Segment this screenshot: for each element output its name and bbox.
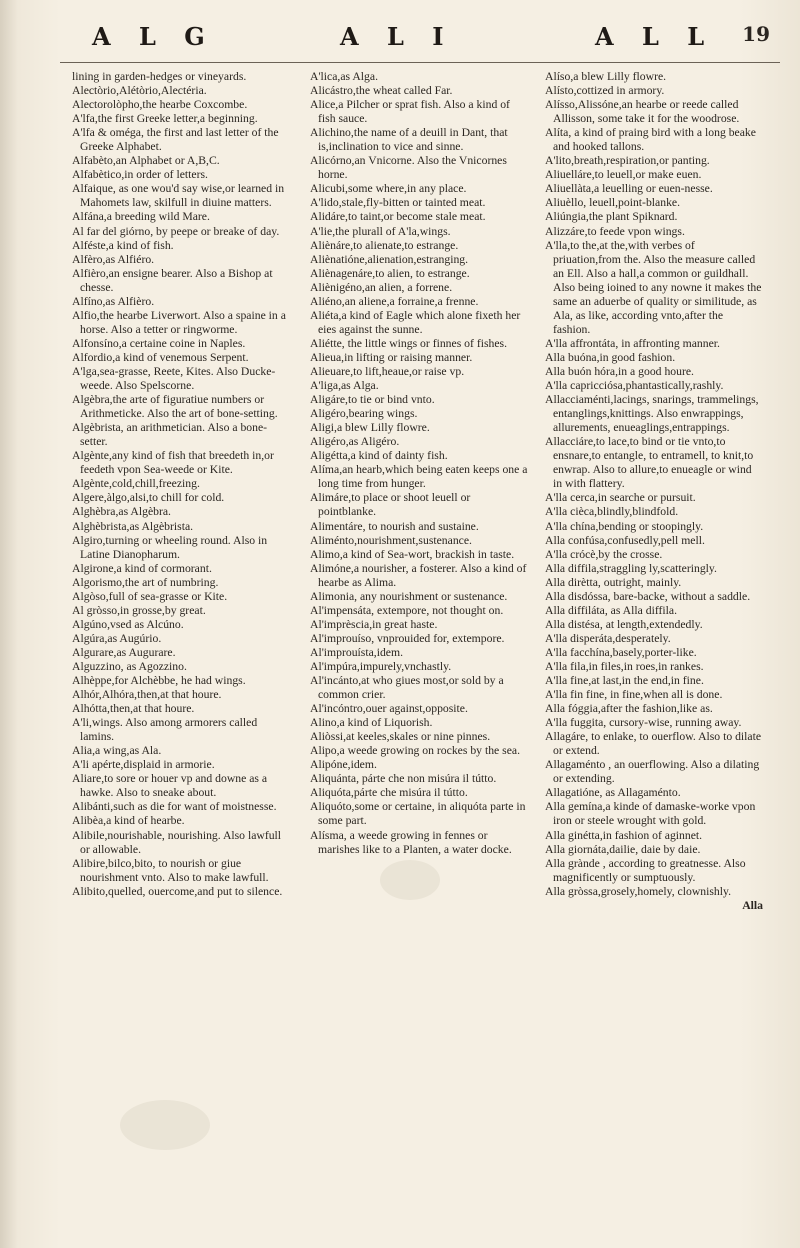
dictionary-entry: Alectorolòpho,the hearbe Coxcombe. [72, 98, 248, 112]
dictionary-entry: A'lla fin fine, in fine,when all is done. [545, 688, 723, 702]
page-number: 19 [742, 22, 770, 46]
dictionary-entry: Alibire,bilco,bito, to nourish or giue nourishment vnto. Also to make lawfull. [72, 856, 269, 884]
dictionary-entry: Alichino,the name of a deuill in Dant, that is,inclination to vice and sinne. [310, 126, 508, 154]
dictionary-entry: Algiro,turning or wheeling round. Also in Latine Dianopharum. [72, 533, 268, 561]
dictionary-entry: Aligéro,bearing wings. [310, 407, 418, 421]
dictionary-entry: Aliéno,an aliene,a forraine,a frenne. [310, 294, 479, 308]
dictionary-entry: Algurare,as Augurare. [72, 645, 176, 659]
dictionary-entry: A'lla disperáta,desperately. [545, 631, 671, 645]
dictionary-entry: Algèbra,the arte of figuratiue numbers or Arithmeticke. Also the art of bone-setting. [72, 393, 278, 421]
dictionary-entry: Alhór,Alhóra,then,at that houre. [72, 688, 222, 702]
dictionary-entry: A'lfa,the first Greeke letter,a beginning. [72, 112, 258, 126]
dictionary-entry: Alíma,an hearb,which being eaten keeps one a long time from hunger. [310, 463, 528, 491]
dictionary-entry: Algere,àlgo,alsi,to chill for cold. [72, 491, 225, 505]
dictionary-entry: Alísso,Alissóne,an hearbe or reede called Allisson, some take it for the woodrose. [545, 98, 740, 126]
header-right-word: A L L [595, 22, 715, 51]
dictionary-entry: Alia,a wing,as Ala. [72, 744, 162, 758]
dictionary-entry: Al'impúra,impurely,vnchastly. [310, 659, 452, 673]
dictionary-entry: A'lla cerca,in searche or pursuit. [545, 491, 696, 505]
dictionary-entry: Alimentáre, to nourish and sustaine. [310, 519, 479, 533]
dictionary-entry: Alibèa,a kind of hearbe. [72, 814, 185, 828]
dictionary-entry: Alla buóna,in good fashion. [545, 350, 676, 364]
dictionary-entry: Alidáre,to taint,or become stale meat. [310, 210, 486, 224]
dictionary-entry: Alibile,nourishable, nourishing. Also lawfull or allowable. [72, 828, 282, 856]
dictionary-entry: Aliquánta, párte che non misúra il tútto. [310, 772, 497, 786]
dictionary-entry: Aligi,a blew Lilly flowre. [310, 421, 430, 435]
dictionary-entry: Aligéro,as Aligéro. [310, 435, 400, 449]
dictionary-entry: A'lito,breath,respiration,or panting. [545, 154, 710, 168]
dictionary-entry: Alice,a Pilcher or sprat fish. Also a kind of fish sauce. [310, 98, 510, 126]
dictionary-entry: Aliúngia,the plant Spiknard. [545, 210, 678, 224]
dictionary-entry: A'li,wings. Also among armorers called lamins. [72, 716, 258, 744]
dictionary-entry: Alla giornáta,dailie, daie by daie. [545, 842, 701, 856]
dictionary-entry: Alíso,a blew Lilly flowre. [545, 70, 667, 83]
dictionary-entry: Alfíno,as Alfièro. [72, 294, 155, 308]
dictionary-entry: Alfordio,a kind of venemous Serpent. [72, 350, 249, 364]
dictionary-entry: Alla confúsa,confusedly,pell mell. [545, 533, 705, 547]
dictionary-entry: A'lido,stale,fly-bitten or tainted meat. [310, 196, 486, 210]
dictionary-entry: A'lla cièca,blindly,blindfold. [545, 505, 679, 519]
dictionary-entry: Alfabèto,an Alphabet or A,B,C. [72, 154, 220, 168]
dictionary-entry: A'lla chína,bending or stoopingly. [545, 519, 704, 533]
dictionary-entry: Aliuellàta,a leuelling or euen-nesse. [545, 182, 713, 196]
dictionary-entry: Alísma, a weede growing in fennes or marishes like to a Planten, a water docke. [310, 828, 512, 856]
dictionary-entry: Alfána,a breeding wild Mare. [72, 210, 210, 224]
column-left [72, 70, 290, 899]
dictionary-entry: A'lla facchína,basely,porter-like. [545, 645, 697, 659]
dictionary-entry: Allacciáre,to lace,to bind or tie vnto,to ensnare,to entangle, to entramell, to knit,to enwrap. Also to allure,to enueagle or wind in with flattery. [545, 435, 754, 491]
dictionary-entry: Alicástro,the wheat called Far. [310, 84, 453, 98]
dictionary-entry: Alimóne,a nourisher, a fosterer. Also a kind of hearbe as Alima. [310, 561, 527, 589]
dictionary-entry: Al'impensáta, extempore, not thought on. [310, 603, 504, 617]
dictionary-entry: Alfio,the hearbe Liverwort. Also a spaine in a horse. Also a tetter or ringworme. [72, 308, 286, 336]
dictionary-entry: Alla diffiláta, as Alla diffila. [545, 603, 677, 617]
dictionary-entry: Alla grànde , according to greatnesse. Also magnificently or sumptuously. [545, 856, 746, 884]
running-header [60, 8, 770, 68]
dictionary-entry: Aliare,to sore or houer vp and downe as a hawke. Also to sneake about. [72, 772, 268, 800]
header-rule [60, 62, 780, 63]
dictionary-entry: Algúno,vsed as Alcúno. [72, 617, 184, 631]
page-stain [120, 1100, 210, 1150]
dictionary-entry: A'lla crócè,by the crosse. [545, 547, 663, 561]
dictionary-entry: Aliéta,a kind of Eagle which alone fixeth her eies against the sunne. [310, 308, 521, 336]
dictionary-entry: Alla ginétta,in fashion of aginnet. [545, 828, 703, 842]
dictionary-entry: Alla distésa, at length,extendedly. [545, 617, 703, 631]
dictionary-entry: Al'imprèscia,in great haste. [310, 617, 438, 631]
dictionary-entry: Alla disdóssa, bare-backe, without a saddle. [545, 589, 751, 603]
dictionary-entry: A'lla fuggita, cursory-wise, running away. [545, 716, 742, 730]
dictionary-entry: Alguzzino, as Agozzino. [72, 659, 187, 673]
dictionary-entry: Aliènáre,to alienate,to estrange. [310, 238, 459, 252]
dictionary-entry: Aliquóto,some or certaine, in aliquóta parte in some part. [310, 800, 526, 828]
dictionary-entry: Alimáre,to place or shoot leuell or pointblanke. [310, 491, 471, 519]
dictionary-entry: Alibito,quelled, ouercome,and put to silence. [72, 884, 283, 898]
dictionary-entry: Algúra,as Augúrio. [72, 631, 162, 645]
dictionary-entry: Al far del giórno, by peepe or breake of day. [72, 224, 280, 238]
catchword: Alla [742, 898, 763, 912]
dictionary-entry: Allagáre, to enlake, to ouerflow. Also to dilate or extend. [545, 730, 762, 758]
header-center-word: A L I [340, 22, 454, 51]
dictionary-entry: Alicórno,an Vnicorne. Also the Vnicornes horne. [310, 154, 507, 182]
dictionary-entry: Alla buón hóra,in a good houre. [545, 364, 694, 378]
dictionary-entry: Algèbrista, an arithmetician. Also a bone-setter. [72, 421, 268, 449]
dictionary-entry: A'lga,sea-grasse, Reete, Kites. Also Ducke-weede. Also Spelscorne. [72, 364, 276, 393]
dictionary-entry: A'liga,as Alga. [310, 379, 379, 393]
header-left-word: A L G [92, 22, 215, 51]
dictionary-entry: A'lla,to the,at the,with verbes of priuation,from the. Also the measure called an Ell. Also a hall,a common or guildhall. Also being ioined to any nowne it makes the same an aduerbe of quality or similitude, as Ala, as like, according vnto,after the fashion. [545, 238, 762, 336]
dictionary-entry: Aliuèllo, leuell,point-blanke. [545, 196, 681, 210]
dictionary-entry: Alla dirètta, outright, mainly. [545, 575, 682, 589]
dictionary-entry: Alféste,a kind of fish. [72, 238, 174, 252]
dictionary-entry: Alizzáre,to feede vpon wings. [545, 224, 685, 238]
dictionary-entry: Alla fóggia,after the fashion,like as. [545, 702, 713, 716]
column-middle [310, 70, 528, 857]
dictionary-entry: Aligétta,a kind of dainty fish. [310, 449, 448, 463]
dictionary-entry: Al'improuísta,idem. [310, 645, 403, 659]
dictionary-entry: Alhèppe,for Alchèbbe, he had wings. [72, 674, 246, 688]
dictionary-entry: Alghèbra,as Algèbra. [72, 505, 171, 519]
dictionary-entry: Algirone,a kind of cormorant. [72, 561, 212, 575]
dictionary-entry: Alicubi,some where,in any place. [310, 182, 467, 196]
dictionary-entry: Alla gemína,a kinde of damaske-worke vpon iron or steele wrought with gold. [545, 800, 756, 828]
dictionary-entry: Aliquóta,párte che misúra il tútto. [310, 786, 468, 800]
dictionary-entry: A'lla fila,in files,in roes,in rankes. [545, 659, 704, 673]
dictionary-entry: A'li apérte,displaid in armorie. [72, 758, 215, 772]
dictionary-entry: Aliuelláre,to leuell,or make euen. [545, 168, 702, 182]
column-right [545, 70, 763, 913]
dictionary-entry: Alla diffila,straggling ly,scatteringly. [545, 561, 717, 575]
dictionary-entry: Alino,a kind of Liquorish. [310, 716, 433, 730]
dictionary-entry: Alipóne,idem. [310, 758, 377, 772]
dictionary-entry: Alíta, a kind of praing bird with a long beake and hooked tallons. [545, 126, 756, 154]
dictionary-entry: Alfaique, as one wou'd say wise,or learned in Mahomets law, skilfull in diuine matters. [72, 182, 285, 210]
dictionary-entry: Alfèro,as Alfiéro. [72, 252, 155, 266]
dictionary-entry: Alectòrio,Alétòrio,Alectéria. [72, 84, 207, 98]
dictionary-entry: Allacciaménti,lacings, snarings, trammelings, entanglings,knittings. Also enwrappings, allurements, enueaglings,entrappings. [545, 393, 759, 435]
dictionary-entry: Alfabètico,in order of letters. [72, 168, 208, 182]
dictionary-entry: A'lla affrontáta, in affronting manner. [545, 336, 720, 350]
dictionary-entry: Alipo,a weede growing on rockes by the sea. [310, 744, 520, 758]
dictionary-entry: A'lla capricciósa,phantastically,rashly. [545, 379, 724, 393]
dictionary-entry: Algorismo,the art of numbring. [72, 575, 219, 589]
dictionary-entry: Al'incóntro,ouer against,opposite. [310, 702, 468, 716]
dictionary-entry: Al'incánto,at who giues most,or sold by a common crier. [310, 674, 504, 702]
dictionary-entry: A'lica,as Alga. [310, 70, 378, 83]
dictionary-entry: Allagatióne, as Allagaménto. [545, 786, 681, 800]
dictionary-entry: A'lfa & oméga, the first and last letter of the Greeke Alphabet. [72, 126, 279, 154]
dictionary-entry: Aliòssi,at keeles,skales or nine pinnes. [310, 730, 491, 744]
dictionary-entry: Aligáre,to tie or bind vnto. [310, 393, 435, 407]
dictionary-entry: Alieua,in lifting or raising manner. [310, 350, 473, 364]
dictionary-entry: Al gròsso,in grosse,by great. [72, 603, 206, 617]
dictionary-entry: Aliènatióne,alienation,estranging. [310, 252, 469, 266]
dictionary-entry: lining in garden-hedges or vineyards. [72, 70, 247, 83]
dictionary-entry: Alieuare,to lift,heaue,or raise vp. [310, 364, 465, 378]
dictionary-entry: Alghèbrista,as Algèbrista. [72, 519, 194, 533]
dictionary-entry: Aliènagenáre,to alien, to estrange. [310, 266, 470, 280]
dictionary-entry: Alhótta,then,at that houre. [72, 702, 195, 716]
dictionary-entry: Aliènigéno,an alien, a forrene. [310, 280, 453, 294]
dictionary-entry: Aliménto,nourishment,sustenance. [310, 533, 472, 547]
dictionary-entry: Alimonia, any nourishment or sustenance. [310, 589, 508, 603]
dictionary-entry: Algòso,full of sea-grasse or Kite. [72, 589, 228, 603]
dictionary-entry: Alísto,cottized in armory. [545, 84, 665, 98]
dictionary-entry: Algènte,cold,chill,freezing. [72, 477, 200, 491]
dictionary-entry: Alfièro,an ensigne bearer. Also a Bishop at chesse. [72, 266, 273, 294]
dictionary-entry: Allagaménto , an ouerflowing. Also a dilating or extending. [545, 758, 760, 786]
dictionary-entry: Alibánti,such as die for want of moistnesse. [72, 800, 277, 814]
dictionary-entry: A'lie,the plurall of A'la,wings. [310, 224, 451, 238]
dictionary-entry: Algènte,any kind of fish that breedeth in,or feedeth vpon Sea-weede or Kite. [72, 449, 274, 477]
dictionary-entry: Al'improuíso, vnprouided for, extempore. [310, 631, 505, 645]
dictionary-entry: Alimo,a kind of Sea-wort, brackish in taste. [310, 547, 515, 561]
page-stain [380, 860, 440, 900]
dictionary-entry: A'lla fine,at last,in the end,in fine. [545, 674, 704, 688]
dictionary-entry: Alla gròssa,grosely,homely, clownishly. [545, 884, 731, 898]
dictionary-entry: Alfonsíno,a certaine coine in Naples. [72, 336, 246, 350]
dictionary-entry: Aliétte, the little wings or finnes of fishes. [310, 336, 508, 350]
